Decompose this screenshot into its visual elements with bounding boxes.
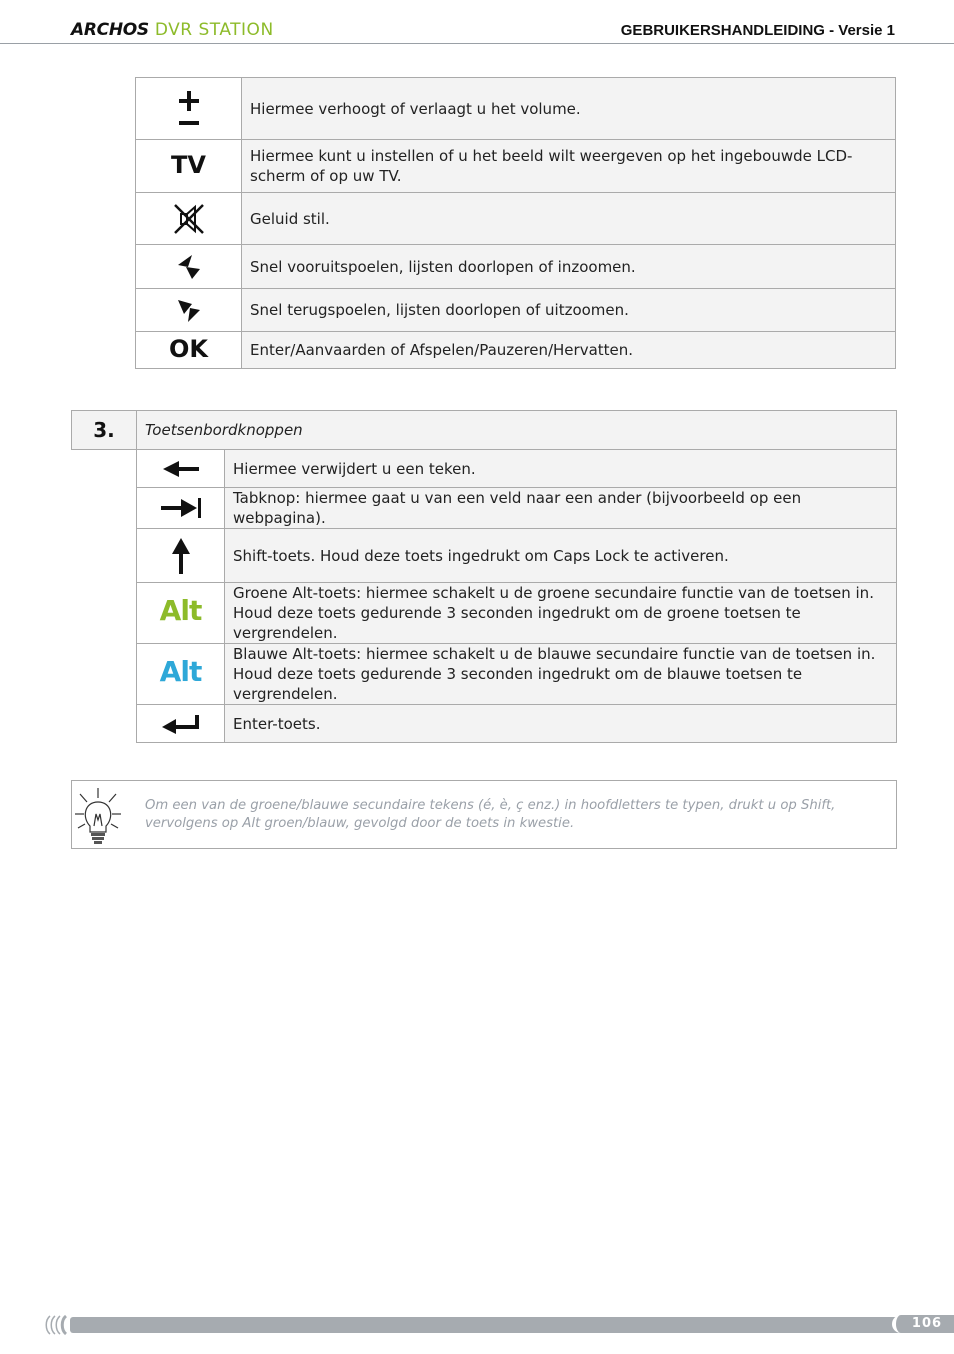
keyboard-row-text: Tabknop: hiermee gaat u van een veld naar een ander (bijvoorbeeld op een webpagina). xyxy=(225,488,897,529)
plus-minus-icon xyxy=(136,78,242,140)
lightbulb-icon xyxy=(74,786,122,846)
keyboard-row-text: Hiermee verwijdert u een teken. xyxy=(225,450,897,488)
footer-bar xyxy=(70,1317,954,1333)
section-header-row xyxy=(72,411,897,450)
shift-arrow-icon xyxy=(137,529,225,583)
remote-buttons-table xyxy=(135,77,896,369)
enter-arrow-icon xyxy=(137,705,225,743)
table-row xyxy=(72,488,897,529)
table-row xyxy=(136,140,896,193)
header-divider xyxy=(0,43,954,44)
table-row xyxy=(136,332,896,369)
remote-row-text: Hiermee verhoogt of verlaagt u het volume. xyxy=(242,78,896,140)
mute-icon xyxy=(136,193,242,245)
backspace-arrow-icon xyxy=(137,450,225,488)
table-row xyxy=(72,705,897,743)
tab-arrow-icon xyxy=(137,488,225,529)
tip-text: Om een van de groene/blauwe secundaire tekens (é, è, ç enz.) in hoofdletters te typen, drukt u op Shift, vervolgens op Alt groen/blauw, gevolgd door de toets in kwestie. xyxy=(145,798,836,831)
page-number-badge xyxy=(892,1315,954,1333)
table-row xyxy=(136,245,896,289)
remote-row-text: Hiermee kunt u instellen of u het beeld wilt weergeven op het ingebouwde LCD-scherm of op uw TV. xyxy=(242,140,896,193)
keyboard-row-text: Enter-toets. xyxy=(225,705,897,743)
tip-box xyxy=(71,780,897,849)
table-row xyxy=(136,193,896,245)
brand-archos: ARCHOS xyxy=(71,20,149,40)
rewind-arrows-icon xyxy=(136,289,242,332)
remote-row-text: Geluid stil. xyxy=(242,193,896,245)
keyboard-row-text: Groene Alt-toets: hiermee schakelt u de groene secundaire functie van de toetsen in. Houd deze toets gedurende 3 seconden ingedrukt om de groene toetsen te vergrendelen. xyxy=(225,583,897,644)
table-row xyxy=(72,583,897,644)
brand-product: DVR STATION xyxy=(154,20,274,40)
tv-label: TV xyxy=(136,140,242,193)
table-row xyxy=(72,450,897,488)
keyboard-row-text: Blauwe Alt-toets: hiermee schakelt u de blauwe secundaire functie van de toetsen in. Houd deze toets gedurende 3 seconden ingedrukt om de blauwe toetsen te vergrendelen. xyxy=(225,644,897,705)
fast-forward-arrows-icon xyxy=(136,245,242,289)
brand-logo xyxy=(71,20,274,40)
document-title: GEBRUIKERSHANDLEIDING - Versie 1 xyxy=(620,22,895,39)
keyboard-keys-table xyxy=(71,410,897,743)
section-number: 3. xyxy=(72,411,137,450)
keyboard-row-text: Shift-toets. Houd deze toets ingedrukt om Caps Lock te activeren. xyxy=(225,529,897,583)
alt-blue-label: Alt xyxy=(137,644,225,705)
remote-row-text: Snel terugspoelen, lijsten doorlopen of uitzoomen. xyxy=(242,289,896,332)
section-title: Toetsenbordknoppen xyxy=(137,411,897,450)
alt-green-label: Alt xyxy=(137,583,225,644)
footer-decoration-icon xyxy=(44,1314,72,1336)
table-row xyxy=(72,644,897,705)
remote-row-text: Snel vooruitspoelen, lijsten doorlopen of inzoomen. xyxy=(242,245,896,289)
remote-row-text: Enter/Aanvaarden of Afspelen/Pauzeren/Hervatten. xyxy=(242,332,896,369)
page-number: 106 xyxy=(911,1316,943,1331)
table-row xyxy=(72,529,897,583)
ok-label: OK xyxy=(136,332,242,369)
table-row xyxy=(136,78,896,140)
table-row xyxy=(136,289,896,332)
